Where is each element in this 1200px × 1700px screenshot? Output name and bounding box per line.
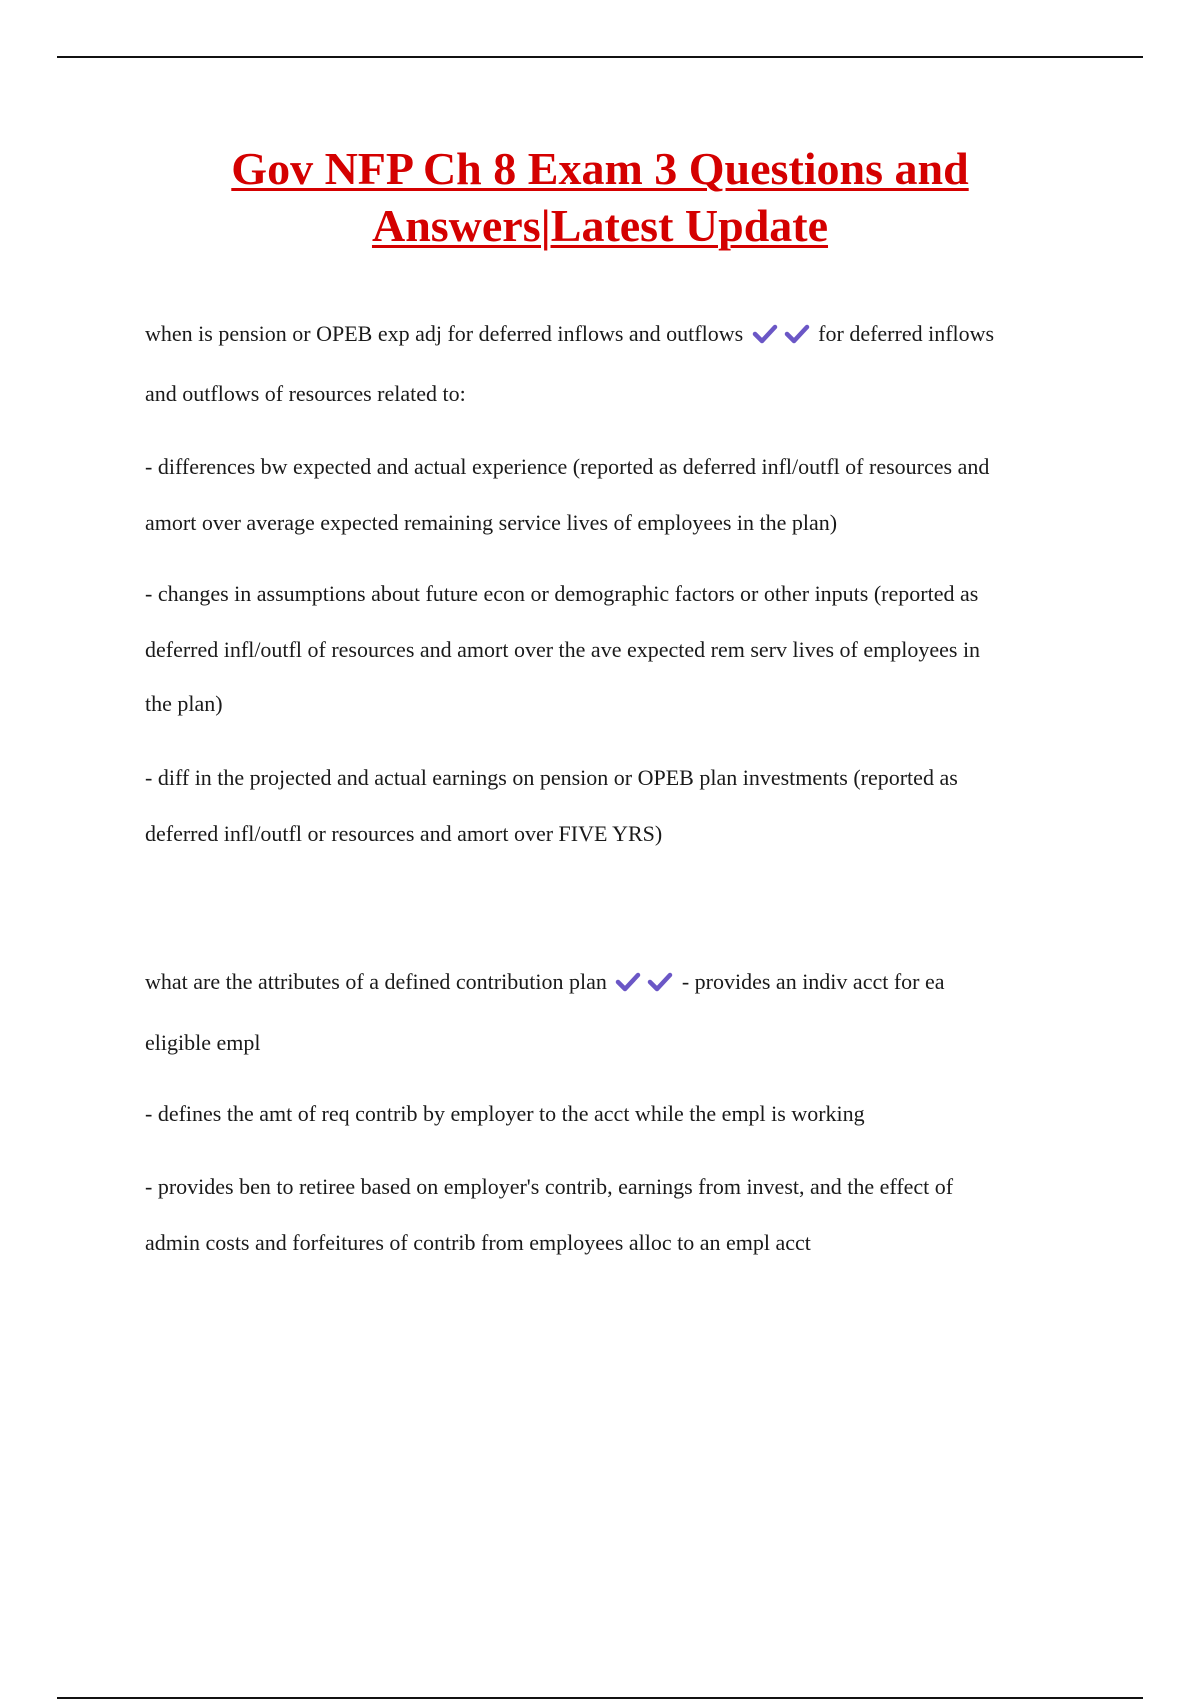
check-icon bbox=[647, 972, 673, 992]
top-rule bbox=[57, 56, 1143, 58]
qa-2-question: what are the attributes of a defined contribution plan bbox=[145, 969, 607, 994]
document-title bbox=[150, 140, 1050, 254]
title-line-2: Answers|Latest Update bbox=[371, 200, 829, 251]
qa-2-bullet-2-line-1: - provides ben to retiree based on employer's contrib, earnings from invest, and the effect of bbox=[145, 1174, 954, 1199]
qa-1-line-1 bbox=[145, 306, 1080, 362]
qa-1-bullet-2-line-1: - changes in assumptions about future econ or demographic factors or other inputs (reported as bbox=[145, 581, 979, 606]
check-icon bbox=[784, 324, 810, 344]
qa-1-bullet-2-line-2: deferred infl/outfl of resources and amort over the ave expected rem serv lives of employees in bbox=[145, 637, 981, 662]
qa-2-line-2: eligible empl bbox=[145, 1030, 261, 1055]
qa-1-line-2: and outflows of resources related to: bbox=[145, 381, 466, 406]
qa-1-bullet-2-line-3: the plan) bbox=[145, 691, 223, 716]
qa-1-bullet-3-line-1: - diff in the projected and actual earnings on pension or OPEB plan investments (reported as bbox=[145, 765, 958, 790]
check-icon bbox=[615, 972, 641, 992]
qa-2-bullet-1-line-1: - defines the amt of req contrib by employer to the acct while the empl is working bbox=[145, 1101, 865, 1126]
qa-1-question: when is pension or OPEB exp adj for deferred inflows and outflows bbox=[145, 321, 744, 346]
bottom-rule bbox=[57, 1697, 1143, 1699]
qa-2-bullet-2-line-2: admin costs and forfeitures of contrib from employees alloc to an empl acct bbox=[145, 1230, 811, 1255]
qa-1-answer-start: for deferred inflows bbox=[818, 321, 995, 346]
qa-1-bullet-1-line-1: - differences bw expected and actual experience (reported as deferred infl/outfl of resources and bbox=[145, 454, 990, 479]
title-line-1: Gov NFP Ch 8 Exam 3 Questions and bbox=[231, 143, 969, 194]
qa-1-bullet-3-line-2: deferred infl/outfl or resources and amort over FIVE YRS) bbox=[145, 821, 663, 846]
qa-2-line-1 bbox=[145, 954, 1080, 1010]
qa-2-answer-start: - provides an indiv acct for ea bbox=[681, 969, 945, 994]
check-icon bbox=[752, 324, 778, 344]
qa-1-bullet-1-line-2: amort over average expected remaining service lives of employees in the plan) bbox=[145, 510, 838, 535]
